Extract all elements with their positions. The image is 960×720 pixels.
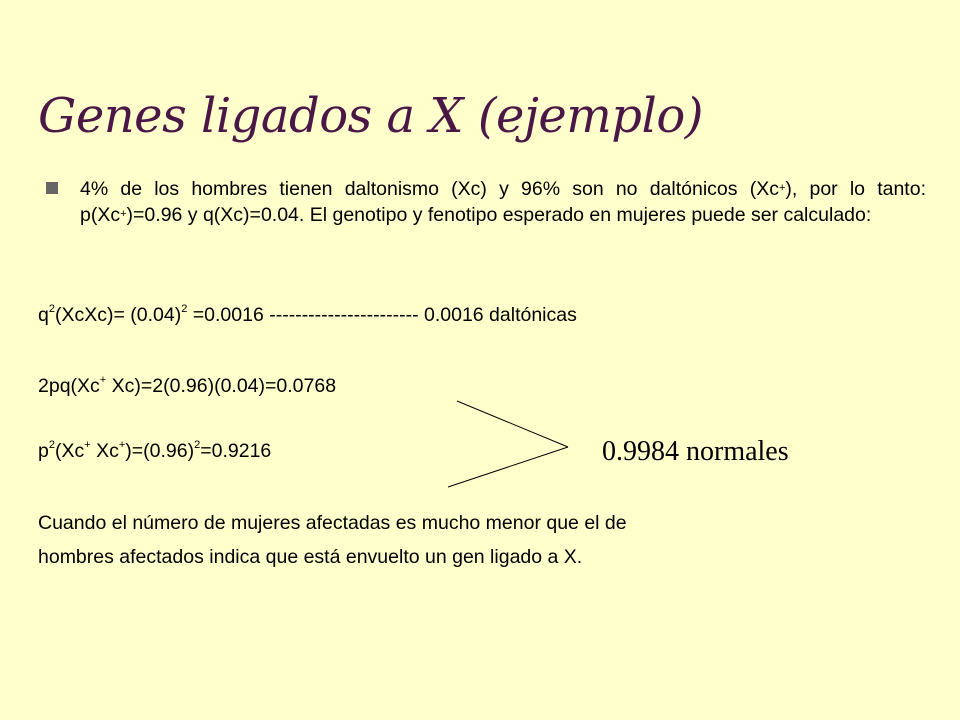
eq-text: =0.0016 ----------------------- 0.0016 daltónicas bbox=[187, 304, 577, 326]
eq-text: (Xc bbox=[54, 440, 85, 462]
connector-line-bottom bbox=[448, 447, 568, 487]
superscript: + bbox=[118, 439, 126, 451]
eq-text: q bbox=[38, 304, 49, 326]
bullet-text-part: 4% de los hombres tienen daltonismo (Xc) y 96% son no daltónicos (Xc bbox=[80, 178, 779, 200]
conclusion-line-2: hombres afectados indica que está envuelto un gen ligado a X. bbox=[38, 546, 583, 568]
eq-text: Xc bbox=[90, 440, 119, 462]
superscript: + bbox=[99, 374, 107, 386]
conclusion-line-1: Cuando el número de mujeres afectadas es mucho menor que el de bbox=[38, 512, 627, 534]
superscript: + bbox=[84, 439, 91, 451]
eq-text: )=(0.96) bbox=[125, 440, 195, 462]
eq-text: =0.9216 bbox=[200, 440, 272, 462]
superscript: 2 bbox=[194, 439, 201, 451]
superscript: 2 bbox=[48, 303, 55, 315]
eq-text: (XcXc)= (0.04) bbox=[54, 304, 182, 326]
bullet-text-part: )=0.96 y q(Xc)=0.04. El genotipo y fenotipo esperado en mujeres puede ser calculado: bbox=[126, 204, 872, 226]
superscript: 2 bbox=[48, 439, 55, 451]
eq-text: 2pq(Xc bbox=[38, 375, 100, 397]
result-normales: 0.9984 normales bbox=[602, 436, 789, 467]
eq-text: Xc)=2(0.96)(0.04)=0.0768 bbox=[106, 375, 337, 397]
superscript: + bbox=[778, 182, 786, 194]
bullet-text-part: ), por lo tanto: p(Xc bbox=[80, 178, 926, 226]
superscript: 2 bbox=[181, 303, 188, 315]
slide-title: Genes ligados a X (ejemplo) bbox=[38, 88, 703, 144]
connector-line-top bbox=[457, 401, 568, 447]
eq-text: p bbox=[38, 440, 49, 462]
superscript: + bbox=[120, 208, 127, 220]
